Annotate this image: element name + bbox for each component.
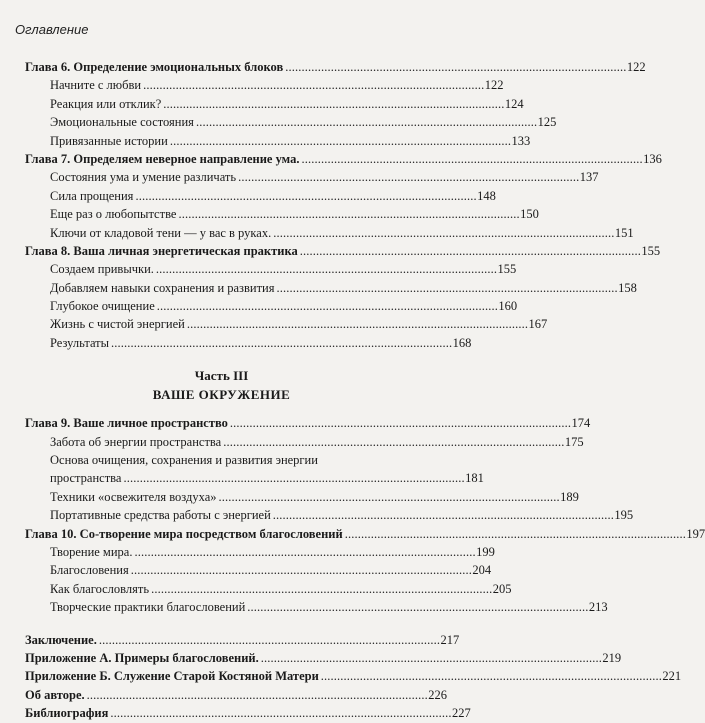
entry-page-number: 217 bbox=[440, 632, 460, 647]
toc-chapter-entry bbox=[25, 667, 682, 685]
toc-section-entry bbox=[25, 187, 496, 205]
toc-chapter-entry bbox=[25, 414, 591, 432]
table-of-contents bbox=[25, 58, 705, 723]
toc-section-entry bbox=[25, 168, 599, 186]
entry-title: Приложение А. Примеры благословений. bbox=[25, 650, 259, 665]
entry-title: Заключение. bbox=[25, 632, 97, 647]
entry-page-number: 205 bbox=[492, 581, 512, 596]
dot-leader bbox=[187, 315, 527, 333]
entry-title: Творческие практики благословений bbox=[50, 600, 246, 615]
toc-section-entry bbox=[25, 561, 492, 579]
entry-title: Забота об энергии пространства bbox=[50, 434, 222, 449]
dot-leader bbox=[170, 132, 510, 150]
toc-section-entry bbox=[25, 598, 608, 616]
dot-leader bbox=[196, 113, 536, 131]
entry-title: Основа очищения, сохранения и развития энергии bbox=[50, 453, 318, 468]
dot-leader bbox=[151, 580, 491, 598]
dot-leader bbox=[223, 433, 563, 451]
entry-title: Как благословлять bbox=[50, 581, 150, 596]
dot-leader bbox=[99, 631, 439, 649]
dot-leader bbox=[131, 561, 471, 579]
dot-leader bbox=[261, 649, 601, 667]
section-gap bbox=[25, 617, 418, 631]
entry-page-number: 181 bbox=[465, 471, 484, 486]
entry-page-number: 124 bbox=[504, 96, 524, 111]
toc-block-part-3 bbox=[25, 414, 705, 616]
toc-section-entry bbox=[25, 488, 579, 506]
dot-leader bbox=[134, 543, 474, 561]
toc-section-entry bbox=[25, 451, 418, 469]
toc-chapter-entry bbox=[25, 704, 471, 722]
entry-title: Глава 10. Со-творение мира посредством благословений bbox=[25, 526, 343, 541]
dot-leader bbox=[163, 95, 503, 113]
entry-title: Результаты bbox=[50, 335, 110, 350]
dot-leader bbox=[87, 686, 427, 704]
entry-title: пространства bbox=[50, 471, 122, 486]
entry-title: Жизнь с чистой энергией bbox=[50, 317, 185, 332]
dot-leader bbox=[301, 150, 641, 168]
dot-leader bbox=[285, 58, 625, 76]
entry-title: Создаем привычки. bbox=[50, 262, 154, 277]
entry-page-number: 133 bbox=[511, 133, 531, 148]
toc-block-back-matter bbox=[25, 631, 682, 723]
toc-chapter-entry bbox=[25, 150, 662, 168]
entry-page-number: 160 bbox=[498, 299, 518, 314]
toc-section-entry bbox=[25, 315, 548, 333]
entry-title: Привязанные истории bbox=[50, 133, 168, 148]
toc-section-entry bbox=[25, 279, 637, 297]
entry-page-number: 167 bbox=[528, 317, 548, 332]
entry-page-number: 219 bbox=[602, 650, 622, 665]
entry-title: Начните с любви bbox=[50, 78, 142, 93]
toc-chapter-entry bbox=[25, 631, 460, 649]
toc-section-entry bbox=[25, 297, 518, 315]
dot-leader bbox=[157, 297, 497, 315]
entry-title: Портативные средства работы с энергией bbox=[50, 508, 271, 523]
part-title: ВАШЕ ОКРУЖЕНИЕ bbox=[152, 387, 291, 403]
entry-title: Глубокое очищение bbox=[50, 299, 155, 314]
entry-title: Глава 9. Ваше личное пространство bbox=[25, 416, 228, 431]
entry-page-number: 155 bbox=[641, 243, 661, 258]
toc-section-entry bbox=[25, 132, 531, 150]
toc-section-entry bbox=[25, 113, 557, 131]
dot-leader bbox=[247, 598, 587, 616]
toc-section-entry bbox=[25, 224, 634, 242]
entry-title: Творение мира. bbox=[50, 544, 133, 559]
entry-page-number: 226 bbox=[428, 687, 448, 702]
entry-title: Эмоциональные состояния bbox=[50, 115, 194, 130]
toc-section-entry bbox=[25, 433, 584, 451]
toc-chapter-entry bbox=[25, 242, 661, 260]
dot-leader bbox=[300, 242, 640, 260]
entry-title: Глава 6. Определение эмоциональных блоков bbox=[25, 60, 284, 74]
dot-leader bbox=[219, 488, 559, 506]
entry-page-number: 168 bbox=[452, 335, 472, 350]
entry-title: Техники «освежителя воздуха» bbox=[50, 489, 217, 504]
toc-section-entry bbox=[25, 543, 495, 561]
toc-section-entry bbox=[25, 506, 634, 524]
entry-title: Состояния ума и умение различать bbox=[50, 170, 237, 185]
entry-page-number: 136 bbox=[643, 151, 662, 166]
dot-leader bbox=[178, 205, 518, 223]
entry-title: Глава 7. Определяем неверное направление ума. bbox=[25, 151, 300, 166]
entry-title: Еще раз о любопытстве bbox=[50, 207, 177, 222]
entry-page-number: 197 bbox=[686, 526, 705, 541]
toc-chapter-entry bbox=[25, 525, 705, 543]
part-label: Часть III bbox=[194, 368, 249, 384]
toc-block-part-2 bbox=[25, 58, 662, 352]
toc-section-entry bbox=[25, 76, 504, 94]
entry-page-number: 155 bbox=[497, 262, 517, 277]
entry-page-number: 122 bbox=[626, 60, 646, 74]
dot-leader bbox=[238, 168, 578, 186]
entry-page-number: 122 bbox=[484, 78, 504, 93]
entry-title: Ключи от кладовой тени — у вас в руках. bbox=[50, 225, 272, 240]
entry-page-number: 175 bbox=[564, 434, 584, 449]
dot-leader bbox=[156, 260, 496, 278]
dot-leader bbox=[110, 704, 450, 722]
toc-chapter-entry bbox=[25, 58, 646, 76]
toc-section-entry bbox=[25, 205, 539, 223]
entry-page-number: 137 bbox=[579, 170, 599, 185]
entry-page-number: 158 bbox=[618, 280, 637, 295]
entry-page-number: 204 bbox=[472, 563, 492, 578]
toc-section-entry bbox=[25, 334, 472, 352]
dot-leader bbox=[135, 187, 475, 205]
dot-leader bbox=[273, 224, 613, 242]
dot-leader bbox=[345, 525, 685, 543]
running-header: Оглавление bbox=[15, 22, 89, 37]
entry-title: Глава 8. Ваша личная энергетическая практика bbox=[25, 243, 298, 258]
dot-leader bbox=[111, 334, 451, 352]
entry-title: Благословения bbox=[50, 563, 129, 578]
toc-section-entry bbox=[25, 260, 517, 278]
toc-chapter-entry bbox=[25, 649, 622, 667]
entry-title: Реакция или отклик? bbox=[50, 96, 162, 111]
entry-page-number: 199 bbox=[476, 544, 495, 559]
dot-leader bbox=[321, 667, 661, 685]
toc-chapter-entry bbox=[25, 686, 448, 704]
entry-title: Об авторе. bbox=[25, 687, 85, 702]
entry-page-number: 148 bbox=[477, 188, 496, 203]
entry-page-number: 189 bbox=[560, 489, 579, 504]
dot-leader bbox=[277, 279, 617, 297]
dot-leader bbox=[143, 76, 483, 94]
entry-page-number: 195 bbox=[614, 508, 634, 523]
entry-title: Приложение Б. Служение Старой Костяной Матери bbox=[25, 669, 319, 684]
entry-title: Добавляем навыки сохранения и развития bbox=[50, 280, 275, 295]
entry-page-number: 213 bbox=[588, 600, 608, 615]
toc-section-entry bbox=[25, 95, 524, 113]
entry-title: Библиография bbox=[25, 706, 109, 721]
entry-title: Сила прощения bbox=[50, 188, 134, 203]
entry-page-number: 227 bbox=[452, 706, 471, 721]
dot-leader bbox=[123, 469, 463, 487]
dot-leader bbox=[273, 506, 613, 524]
dot-leader bbox=[230, 414, 570, 432]
toc-section-entry bbox=[25, 580, 512, 598]
entry-page-number: 151 bbox=[614, 225, 634, 240]
toc-section-entry bbox=[25, 469, 484, 487]
entry-page-number: 174 bbox=[571, 416, 591, 431]
entry-page-number: 221 bbox=[662, 669, 682, 684]
entry-page-number: 150 bbox=[520, 207, 539, 222]
entry-page-number: 125 bbox=[537, 115, 557, 130]
